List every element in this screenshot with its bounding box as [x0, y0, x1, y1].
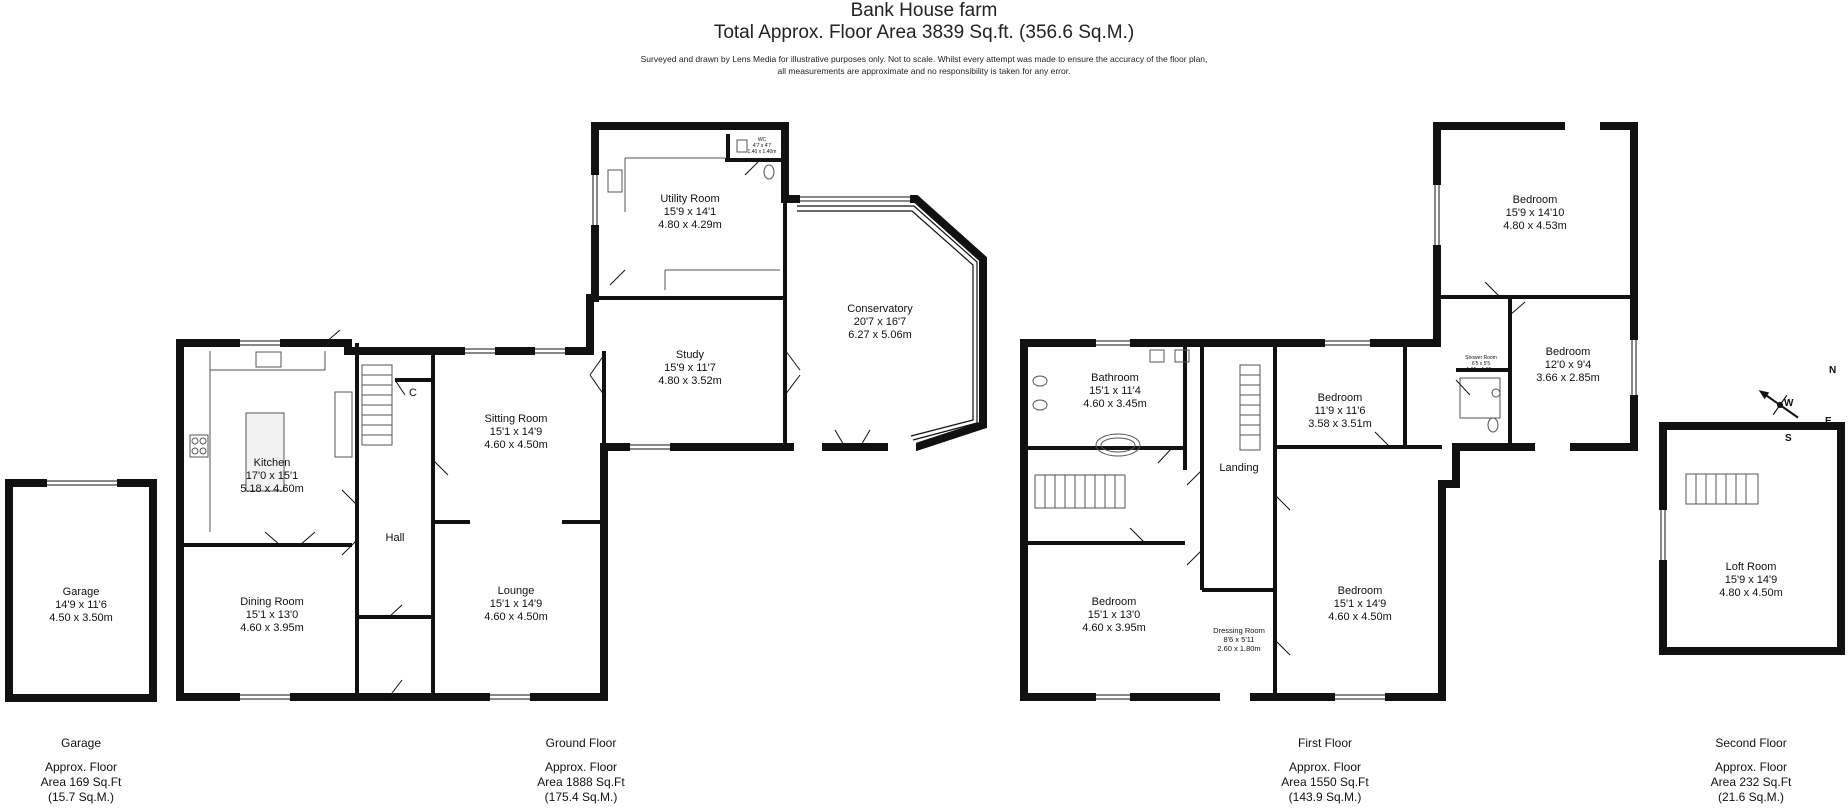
first-floor-stairs-lower	[1035, 475, 1125, 508]
room-label-hall: Hall	[385, 532, 405, 544]
room-label-landing: Landing	[1219, 462, 1259, 474]
room-label-bedroom-fl-left: Bedroom 15'1 x 13'0 4.60 x 3.95m	[1082, 596, 1146, 634]
compass-e: E	[1825, 416, 1832, 427]
room-label-lounge: Lounge 15'1 x 14'9 4.60 x 4.50m	[484, 585, 548, 623]
room-label-bedroom-top: Bedroom 15'9 x 14'10 4.80 x 4.53m	[1503, 194, 1567, 232]
bathroom-toilet	[1033, 376, 1047, 386]
room-label-loft: Loft Room 15'9 x 14'9 4.80 x 4.50m	[1719, 561, 1783, 599]
loft-walls	[1663, 426, 1841, 651]
room-label-shower: Shower Room 6'5 x 5'5 1.96 x 1.65m	[1465, 355, 1497, 373]
compass-n: N	[1829, 365, 1837, 376]
floor-summary-first: First Floor Approx. Floor Area 1550 Sq.Ft (143.9 Sq.M.)	[1281, 736, 1369, 804]
floor-summary-garage: Garage Approx. Floor Area 169 Sq.Ft (15.7 Sq.M.)	[40, 736, 122, 804]
room-label-bedroom-mid: Bedroom 11'9 x 11'6 3.58 x 3.51m	[1308, 392, 1372, 430]
disclaimer-line-1: Surveyed and drawn by Lens Media for illustrative purposes only. Not to scale. Whilst every attempt was made to ensure the accuracy of the floor plan,	[640, 54, 1208, 64]
room-label-garage: Garage 14'9 x 11'6 4.50 x 3.50m	[49, 586, 113, 624]
room-label-dining: Dining Room 15'1 x 13'0 4.60 x 3.95m	[240, 596, 304, 634]
room-label-dressing: Dressing Room 8'6 x 5'11 2.60 x 1.80m	[1213, 626, 1265, 653]
kitchen-range	[190, 435, 208, 457]
loft-stairs	[1686, 474, 1758, 504]
compass-w: W	[1784, 398, 1794, 409]
floor-summary-ground: Ground Floor Approx. Floor Area 1888 Sq.Ft (175.4 Sq.M.)	[537, 736, 625, 804]
room-label-study: Study 15'9 x 11'7 4.80 x 3.52m	[658, 349, 722, 387]
room-label-conservatory: Conservatory 20'7 x 16'7 6.27 x 5.06m	[847, 303, 913, 341]
room-label-sitting: Sitting Room 15'1 x 14'9 4.60 x 4.50m	[484, 413, 548, 451]
compass-s: S	[1785, 433, 1792, 444]
total-floor-area: Total Approx. Floor Area 3839 Sq.ft. (356.6 Sq.M.)	[713, 22, 1135, 43]
wc-toilet	[737, 140, 747, 152]
bath-tub	[1096, 434, 1140, 456]
room-label-bedroom-right: Bedroom 12'0 x 9'4 3.66 x 2.85m	[1536, 346, 1600, 384]
room-label-bedroom-fl-right: Bedroom 15'1 x 14'9 4.60 x 4.50m	[1328, 585, 1392, 623]
floor-summary-second: Second Floor Approx. Floor Area 232 Sq.Ft (21.6 Sq.M.)	[1710, 736, 1792, 804]
kitchen-sink	[256, 352, 281, 367]
room-label-bathroom: Bathroom 15'1 x 11'4 4.60 x 3.45m	[1083, 372, 1147, 410]
room-label-kitchen: Kitchen 17'0 x 15'1 5.18 x 4.60m	[240, 457, 304, 495]
plan-title: Bank House farm	[850, 0, 998, 21]
room-label-cupboard: C	[409, 387, 417, 399]
compass-icon	[1752, 380, 1805, 427]
first-floor-stairs-upper	[1240, 365, 1260, 450]
room-label-wc: WC 4'7 x 4'7 1.40 x 1.40m	[747, 137, 777, 155]
room-label-utility: Utility Room 15'9 x 14'1 4.80 x 4.29m	[658, 193, 722, 231]
disclaimer-line-2: all measurements are approximate and no responsibility is taken for any error.	[777, 66, 1071, 76]
